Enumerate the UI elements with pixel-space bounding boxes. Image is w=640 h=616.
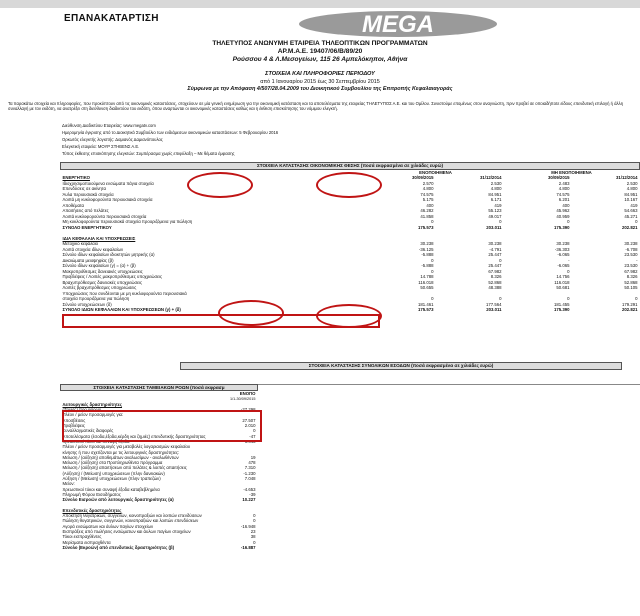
cashflow-cell: 23 xyxy=(250,529,256,535)
balance-cell: 175.573 xyxy=(417,224,434,230)
balance-cell: 0 xyxy=(431,268,434,274)
cashflow-cell: 10.227 xyxy=(242,497,256,503)
balance-cell: -6.065 xyxy=(557,263,570,268)
balance-cell: 202.821 xyxy=(621,307,638,312)
cashflow-row-label: Πώληση θυγατρικών, συγγενών, κοινοπραξιών και λοιπών επενδύσεων xyxy=(62,518,199,524)
balance-cell: 0 xyxy=(567,268,570,274)
cashflow-table xyxy=(60,384,258,550)
balance-cell: 50.681 xyxy=(556,285,570,290)
meta-approval-date: Ημερομηνία έγκρισης από το Διοικητικό Συμβούλιο των ενδιάμεσων οικονομικών καταστάσεων: 5 Φεβρουαρίου 2016 xyxy=(62,130,279,135)
balance-cell: 181.461 xyxy=(417,301,434,307)
balance-cell: 202.821 xyxy=(621,224,638,230)
balance-cell: 30.238 xyxy=(556,241,570,246)
cashflow-cell: 38 xyxy=(250,534,256,540)
balance-cell: 67.982 xyxy=(624,268,638,274)
cashflow-cell: -47 xyxy=(249,433,256,439)
balance-row-label: Σύνολο ιδίων κεφαλαίων (γ) = (α) + (β) xyxy=(62,263,136,268)
balance-row-label: Αποθέματα xyxy=(62,202,85,208)
balance-cell: 50.105 xyxy=(624,285,638,290)
cashflow-row-label: Σύνολο (Εκροών) από επενδυτικές δραστηριότητες (β) xyxy=(62,544,175,550)
balance-cell: -36.125 xyxy=(418,246,434,252)
balance-row-label: Σύνολο υποχρεώσεων (δ) xyxy=(62,301,112,307)
consolidated-header: ΕΝΟΠΟΙΗΜΕΝΑ xyxy=(419,169,452,175)
cashflow-cell: 7.310 xyxy=(244,465,256,471)
balance-row-label: ΣΥΝΟΛΟ ΕΝΕΡΓΗΤΙΚΟΥ xyxy=(62,224,112,230)
balance-cell: 6.171 xyxy=(490,197,502,202)
balance-cell: 179.291 xyxy=(621,301,638,307)
cashflow-cell: 0 xyxy=(253,513,256,519)
balance-cell: 0 xyxy=(431,257,434,263)
cashflow-row-label: Μερίσματα εισπραχθέντα xyxy=(62,539,111,545)
assets-header: ΕΝΕΡΓΗΤΙΚΟ xyxy=(62,175,90,180)
balance-cell: 175.573 xyxy=(417,307,434,312)
balance-row-label: Λοιπά μη κυκλοφορούντα περιουσιακά στοιχεία xyxy=(62,197,153,202)
balance-row-label: Επενδύσεις σε ακίνητα xyxy=(62,186,106,191)
meta-review-type: Τύπος έκθεσης επισκόπησης ελεγκτών: Συμπέρασμα χωρίς επιφύλαξη – Με θέματα έμφασης xyxy=(62,151,235,156)
balance-cell: 2.570 xyxy=(422,180,434,186)
cashflow-row-label: Λειτουργικές δραστηριότητες xyxy=(62,401,123,407)
balance-row-label: ΣΥΝΟΛΟ ΙΔΙΩΝ ΚΕΦΑΛΑΙΩΝ ΚΑΙ ΥΠΟΧΡΕΩΣΕΩΝ (γ) + (δ) xyxy=(62,307,181,312)
balance-cell: 30.238 xyxy=(624,241,638,246)
column-date: 31/12/2014 xyxy=(479,175,502,180)
balance-cell: - xyxy=(636,257,638,263)
cashflow-row-label: Μείωση / (αύξηση) αποθεμάτων αναλωσίμων - αναλωθέντων xyxy=(62,454,179,460)
cashflow-row-label: Πλέον / μείον προσαρμογές για: xyxy=(62,412,124,418)
balance-cell: 0 xyxy=(431,296,434,301)
cashflow-period-header: 1/1-30/09/2015 xyxy=(229,396,256,401)
cashflow-row-label: Συναλλαγματικές διαφορές xyxy=(62,428,114,434)
company-name: ΤΗΛΕΤΥΠΟΣ ΑΝΩΝΥΜΗ ΕΤΑΙΡΕΙΑ ΤΗΛΕΟΠΤΙΚΩΝ ΠΡΟΓΡΑΜΜΑΤΩΝ xyxy=(212,40,428,47)
balance-cell: 25.447 xyxy=(488,252,502,257)
section-title: ΣΤΟΙΧΕΙΑ ΚΑΙ ΠΛΗΡΟΦΟΡΙΕΣ ΠΕΡΙΟΔΟΥ xyxy=(265,71,375,77)
balance-cell: 84.951 xyxy=(624,191,638,197)
balance-cell: 116.018 xyxy=(554,279,570,285)
cashflow-row-label: Μείον: xyxy=(62,481,75,487)
cashflow-row-label: κίνησης ή που σχετίζονται με τις λειτουργικές δραστηριότητες: xyxy=(62,449,180,455)
intro-paragraph: Τα παρακάτω στοιχεία και πληροφορίες, που προκύπτουν από τις οικονομικές καταστάσεις, στοχεύουν σε μία γενική ενημέρωση για την οικονομική κατάσταση και τα αποτελέσματα της εταιρείας ΤΗΛΕΤΥΠΟΣ Α.Ε. και του Ομίλου. Συνιστούμε επομένως στον αναγνώστη, πριν προβεί σε οποιαδήποτε είδους επενδυτική επιλογή ή άλλη συναλλαγή με τον εκδότη, να ανατρέξει στη διεύθυνση διαδικτύου του εκδότη, όπου αναρτώνται οι οικονομικές καταστάσεις καθώς και η έκθεση επισκόπησης του νόμιμου ελεγκτή. xyxy=(8,101,624,112)
balance-cell: 116.018 xyxy=(418,279,434,285)
cashflow-cell: 478 xyxy=(248,460,256,466)
cashflow-cell: 0 xyxy=(253,539,256,545)
balance-row-label: Βραχυπρόθεσμες δανειακές υποχρεώσεις xyxy=(62,279,143,285)
balance-cell: 67.982 xyxy=(488,268,502,274)
balance-cell: 49.017 xyxy=(488,213,502,219)
balance-cell: 74.575 xyxy=(420,191,434,197)
cashflow-cell: 0 xyxy=(253,518,256,524)
balance-row-label: στοιχεία προοριζόμενα για πώληση xyxy=(62,296,130,301)
cashflow-cell: -16.887 xyxy=(240,544,256,550)
meta-audit-firm: Ελεγκτική εταιρεία: ΜΟΥΡ ΣΤΗΒΕΝΣ Α.Ε. xyxy=(62,144,140,149)
balance-cell: 419 xyxy=(630,202,638,208)
balance-cell: 203.011 xyxy=(486,224,502,230)
balance-cell: 419 xyxy=(494,202,502,208)
balance-cell: 14.756 xyxy=(556,274,570,279)
cashflow-row-label: Αποσβέσεις xyxy=(62,417,86,423)
cashflow-row-label: (Αύξηση) / (Μείωση) υποχρεώσεων (πλην δανειακών) xyxy=(62,470,165,476)
cashflow-title: ΣΤΟΙΧΕΙΑ ΚΑΤΑΣΤΑΣΗΣ ΤΑΜΕΙΑΚΩΝ ΡΟΩΝ (ποσά εκφρασμ xyxy=(61,385,258,391)
top-strip xyxy=(0,0,640,8)
balance-cell: 0 xyxy=(499,257,502,263)
standalone-header: ΜΗ ΕΝΟΠΟΙΗΜΕΝΑ xyxy=(551,169,592,175)
balance-cell: 23.530 xyxy=(624,263,638,268)
balance-cell: 0 xyxy=(499,296,502,301)
balance-cell: 52.868 xyxy=(488,279,502,285)
balance-row-label: Άυλα περιουσιακά στοιχεία xyxy=(62,191,114,197)
balance-cell: 48.388 xyxy=(488,285,502,290)
cashflow-row-label: Πληρωμή Φόρου Εισοδήματος xyxy=(62,491,121,497)
balance-cell: 50.655 xyxy=(420,285,434,290)
balance-cell: 4.800 xyxy=(558,186,570,191)
balance-cell: -6.065 xyxy=(557,252,570,257)
balance-cell: 8.326 xyxy=(490,274,502,279)
balance-cell: 23.530 xyxy=(624,252,638,257)
cashflow-row-label: Εισπράξεις από πωλήσεις ενσώματων και άυλων παγίων στοιχείων xyxy=(62,529,191,535)
cashflow-group-header: ΕΝΟΠΟ xyxy=(239,391,256,397)
balance-row-label: Λοιπά στοιχεία ιδίων κεφαλαίων xyxy=(62,246,124,252)
balance-row-label: Ιδιοχρησιμοποιούμενα ενσώματα πάγια στοιχεία xyxy=(62,180,154,186)
balance-cell: 0 xyxy=(567,219,570,224)
balance-cell: 45.271 xyxy=(624,213,638,219)
cashflow-cell: -16.948 xyxy=(240,523,256,529)
balance-cell: -5.888 xyxy=(421,263,434,268)
balance-row-label: ΙΔΙΑ ΚΕΦΑΛΑΙΑ ΚΑΙ ΥΠΟΧΡΕΩΣΕΙΣ xyxy=(62,235,136,241)
balance-cell: 400 xyxy=(562,202,570,208)
cashflow-cell: 7.048 xyxy=(244,476,256,482)
income-statement-title: ΣΤΟΙΧΕΙΑ ΚΑΤΑΣΤΑΣΗΣ ΣΥΝΟΛΙΚΩΝ ΕΣΟΔΩΝ (ποσά εκφρασμένα σε χιλιάδες ευρώ) xyxy=(180,362,622,370)
balance-cell: 30.238 xyxy=(420,241,434,246)
cashflow-row-label: Μείωση / (αύξηση) στα Προπληρωθέντα πρόγραμμα xyxy=(62,460,163,466)
balance-row-label: Μη κυκλοφορούντα περιουσιακά στοιχεία προοριζόμενα για πώληση xyxy=(62,219,193,224)
balance-cell: 6.201 xyxy=(558,197,570,202)
balance-row-label: Απαιτήσεις από πελάτες xyxy=(62,208,109,213)
balance-cell: 5.175 xyxy=(422,197,434,202)
cashflow-row xyxy=(61,545,258,550)
cashflow-row-label: Πλέον / μείον προσαρμογές για μεταβολές λογαριασμών κεφαλαίου xyxy=(62,444,191,450)
cashflow-row-label: Αποτελέσματα (έσοδα,έξοδα,κέρδη και ζημιές) επενδυτικής δραστηριότητας xyxy=(62,433,206,439)
column-date: 31/12/2014 xyxy=(615,175,638,180)
balance-cell: 0 xyxy=(635,296,638,301)
balance-cell: 4.800 xyxy=(626,186,638,191)
highlight-oval-loans-2014 xyxy=(316,304,382,328)
mega-logo xyxy=(298,10,498,38)
balance-cell: 8.326 xyxy=(626,274,638,279)
cashflow-cell: 0 xyxy=(253,428,256,434)
cashflow-row-label: Μείωση / (αύξηση) απαιτήσεων από πελάτες & λοιπές απαιτήσεις xyxy=(62,465,187,471)
balance-cell: 2.530 xyxy=(626,180,638,186)
reissue-label: ΕΠΑΝΑΚΑΤΑΡΤΙΣΗ xyxy=(64,13,159,24)
cashflow-row-label: (Ζημιές) προ φόρων xyxy=(62,407,102,413)
cashflow-cell: 19 xyxy=(250,454,256,460)
balance-cell: 2.530 xyxy=(490,180,502,186)
balance-cell: 30.238 xyxy=(488,241,502,246)
column-date: 30/09/2015 xyxy=(411,175,434,180)
balance-cell: 0 xyxy=(431,219,434,224)
balance-cell: 0 xyxy=(499,219,502,224)
balance-row-label: Λοιπά κυκλοφορούντα περιουσιακά στοιχεία xyxy=(62,213,147,219)
balance-cell: 52.868 xyxy=(624,279,638,285)
cashflow-cell: -4.653 xyxy=(243,486,256,492)
cashflow-row-label: Απόκτηση θυγατρικών, συγγενών, κοινοπραξιών και λοιπών επενδύσεων xyxy=(62,513,202,519)
logo-text: MEGA xyxy=(362,11,434,38)
cashflow-row-label: Αύξηση / (Μείωση) υποχρεώσεων (πλην τραπεζών) xyxy=(62,476,161,482)
highlight-oval-date-2014 xyxy=(316,172,382,198)
balance-cell: 4.800 xyxy=(422,186,434,191)
cashflow-cell: -27.298 xyxy=(240,407,256,413)
balance-cell: 54.663 xyxy=(624,208,638,213)
balance-row-label: Δικαιώματα μειοψηφίας (β) xyxy=(62,257,114,263)
period-text: από 1 Ιανουαρίου 2015 έως 30 Σεπτεμβρίου 2015 xyxy=(260,79,380,85)
cashflow-row-label: Σύνολο Εισροών από λειτουργικές δραστηριότητες (α) xyxy=(62,497,174,503)
balance-cell: - xyxy=(568,257,570,263)
balance-row-label: Μακροπρόθεσμες δανειακές υποχρεώσεις xyxy=(62,268,143,274)
balance-cell: 0 xyxy=(635,219,638,224)
cashflow-cell: 2.010 xyxy=(244,423,256,429)
cashflow-row-label: Επενδυτικές δραστηριότητες xyxy=(62,507,122,513)
balance-row-label: Λοιπές βραχυπρόθεσμες υποχρεώσεις xyxy=(62,285,137,290)
balance-cell: 177.564 xyxy=(485,301,502,307)
balance-cell: 55.123 xyxy=(488,208,502,213)
cashflow-cell: -39 xyxy=(249,491,256,497)
balance-cell: 45.962 xyxy=(556,208,570,213)
balance-cell: -5.888 xyxy=(421,252,434,257)
balance-row-label: Προβλέψεις / Λοιπές μακροπρόθεσμες υποχρεώσεις xyxy=(62,274,163,279)
highlight-box-pretax-loss xyxy=(62,410,262,442)
balance-cell: -36.303 xyxy=(554,246,570,252)
balance-sheet-title: ΣΤΟΙΧΕΙΑ ΚΑΤΑΣΤΑΣΗΣ ΟΙΚΟΝΟΜΙΚΗΣ ΘΕΣΗΣ (ποσά εκφρασμένα σε χιλιάδες ευρώ) xyxy=(61,163,640,170)
cashflow-row-label: Χρεωστικοί τόκοι και συναφή έξοδα καταβεβλημένα xyxy=(62,486,160,492)
company-address: Ρούσσου 4 & Λ.Μεσογείων, 115 26 Αμπελόκηποι, Αθήνα xyxy=(232,56,408,63)
balance-cell: -4.791 xyxy=(489,246,502,252)
balance-cell: 40.959 xyxy=(556,213,570,219)
cashflow-cell: 6.043 xyxy=(244,438,256,444)
balance-cell: 46.282 xyxy=(420,208,434,213)
cashflow-row-label: Χρεωστικοί τόκοι και συναφή έξοδα xyxy=(62,438,130,444)
balance-cell: 14.788 xyxy=(420,274,434,279)
balance-row-label: Υποχρεώσεις που συνδέονται με μη κυκλοφορούντα περιουσιακά xyxy=(62,290,187,296)
cashflow-cell: -1.230 xyxy=(243,470,256,476)
balance-cell: 175.390 xyxy=(553,224,570,230)
registry-number: ΑΡ.Μ.Α.Ε. 19407/06/Β/89/20 xyxy=(277,48,363,55)
decision-text: Σύμφωνα με την Απόφαση 4/507/28.04.2009 του Διοικητικού Συμβουλίου της Επιτροπής Κεφαλαιαγοράς xyxy=(187,86,453,92)
balance-cell: 2.483 xyxy=(558,180,570,186)
cashflow-row-label: Προβλέψεις xyxy=(62,423,85,429)
meta-auditor: Ορκωτός ελεγκτής λογιστής: Δαμιανός Δαμιανόπουλος xyxy=(62,137,163,142)
balance-row-label: Σύνολο ιδίων κεφαλαίων ιδιοκτητών μητρικής (α) xyxy=(62,252,155,257)
cashflow-cell: 27.507 xyxy=(242,417,256,423)
balance-cell: 203.011 xyxy=(486,307,502,312)
balance-cell: 10.167 xyxy=(624,197,638,202)
balance-cell: 25.447 xyxy=(488,263,502,268)
balance-row-label: Μετοχικό κεφάλαιο xyxy=(62,241,99,246)
cashflow-row-label: Αγορά ενσώματων και άυλων παγίων στοιχείων xyxy=(62,523,154,529)
balance-cell: 4.800 xyxy=(490,186,502,191)
balance-cell: 181.455 xyxy=(553,301,570,307)
balance-cell: 0 xyxy=(567,296,570,301)
column-date: 30/09/2015 xyxy=(547,175,570,180)
highlight-oval-date-2015 xyxy=(187,172,253,198)
balance-cell: 400 xyxy=(426,202,434,208)
balance-cell: 41.858 xyxy=(420,213,434,219)
balance-cell: 74.575 xyxy=(556,191,570,197)
cashflow-row-label: Τόκοι εισπραχθέντες xyxy=(62,534,102,540)
balance-cell: 84.951 xyxy=(488,191,502,197)
meta-website: Διεύθυνση Διαδικτύου Εταιρείας: www.megatv.com xyxy=(62,123,156,128)
balance-cell: 175.390 xyxy=(553,307,570,312)
balance-cell: -6.708 xyxy=(625,246,638,252)
